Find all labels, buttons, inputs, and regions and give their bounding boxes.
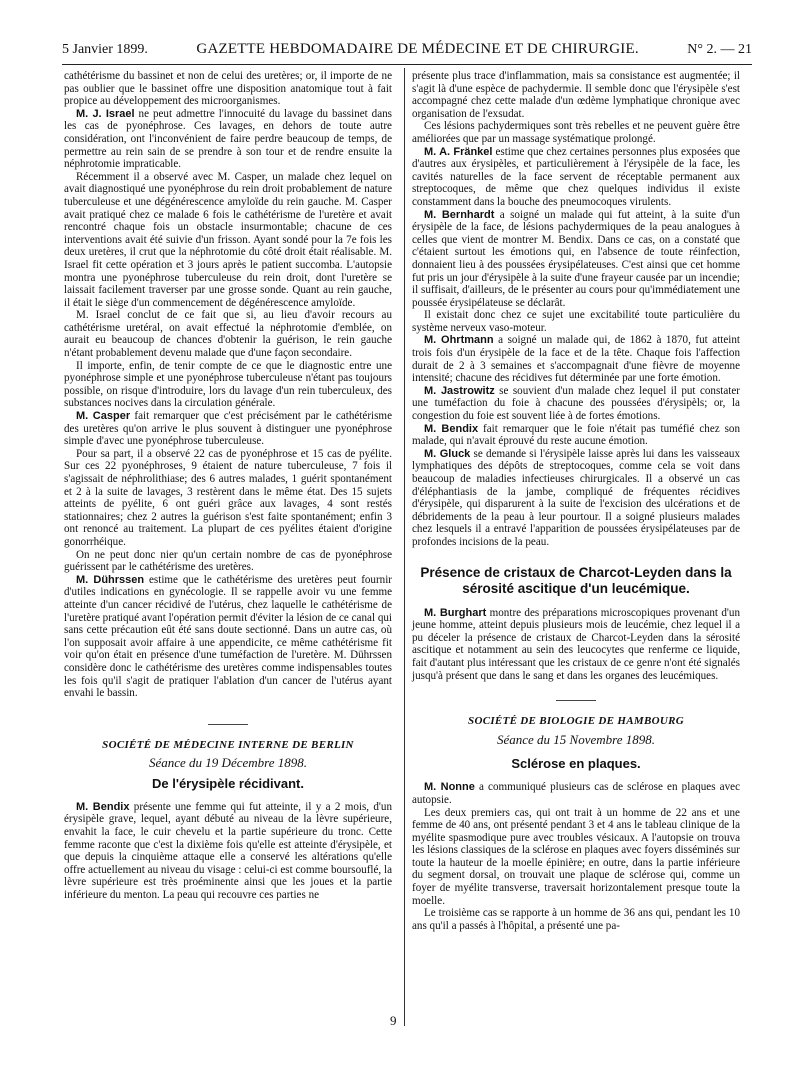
paragraph-text: ne peut admettre l'innocuité du lavage du bassinet dans les cas de pyonéphrose. Ces lavages, en dehors de toute autre considération, ont l'inconvénient de faire perdre beaucoup de temps, de permettre au rein sain de se prendre à son tour et de rendre ensuite la néphrotomie impraticable. <box>64 107 392 171</box>
section-heading: De l'érysipèle récidivant. <box>152 775 304 791</box>
paragraph <box>412 334 740 384</box>
paragraph <box>412 209 740 310</box>
speaker-name: M. A. Fränkel <box>424 145 493 158</box>
paragraph: Pour sa part, il a observé 22 cas de pyonéphrose et 15 cas de pyélite. Sur ces 22 pyonéphroses, 9 étaient de nature tuberculeuse, 7 fois il s'agissait de néphrolithiase; des 6 autres malades, 1 guérit spontanément et 2 à la suite de lavages, 3 restèrent dans le même état. Des 15 sujets atteints de pyélite, 6 ont guéri grâce aux lavages, 4 sont restés stationnaires; chez 2 autres la guérison s'est faite spontanément; enfin 3 ont renoncé au traitement. La plupart de ces pyélites étaient d'origine gonorrhéique. <box>64 447 392 548</box>
speaker-name: M. J. Israel <box>76 107 135 120</box>
paragraph <box>412 607 740 683</box>
paragraph <box>64 801 392 902</box>
speaker-name: M. Bendix <box>424 422 479 435</box>
paragraph-text: a soigné un malade qui fut atteint, à la suite d'un érysipèle de la face, de lésions pachydermiques de la peau analogues à celles que vient de montrer M. Bendix. Dans ce cas, on a constaté que c'étaient surtout les émotions qui, en l'absence de toute réinfection, donnaient lieu à des poussées érysipélateuses. C'est ainsi que cet homme fut pris un jour d'érysipèle à la suite d'une frayeur causée par un incendie; il suffisait, d'ailleurs, de le présenter au cours pour qu'immédiatement une poussée érysipélateuse se déclarât. <box>412 208 740 309</box>
paragraph-text: fait remarquer que le foie n'était pas tuméfié chez son malade, qui n'avait éprouvé du reste aucune émotion. <box>412 422 741 448</box>
speaker-name: M. Dührssen <box>76 573 145 586</box>
paragraph-text: se demande si l'érysipèle laisse après lui dans les vaisseaux lymphatiques des dépôts de streptocoques, comme cela se voit dans beaucoup de maladies infectieuses chirurgicales. Il a observé un cas d'éléphantiasis de la jambe, compliqué de fréquentes récidives d'érysipèle, qui disparurent à la suite de l'excision des ulcérations et de débridements de la peau à leur pourtour. Il a soigné plusieurs malades chez lesquels il a entravé l'apparition de poussées érysipélateuses par de profondes incisions de la peau. <box>412 447 741 548</box>
paragraph: On ne peut donc nier qu'un certain nombre de cas de pyonéphrose guérissent par le cathétérisme des uretères. <box>64 548 392 574</box>
header-date: 5 Janvier 1899. <box>62 42 148 57</box>
speaker-name: M. Gluck <box>424 447 471 460</box>
society-name: SOCIÉTÉ DE BIOLOGIE DE HAMBOURG <box>468 715 684 728</box>
section-heading: Présence de cristaux de Charcot-Leyden dans la sérosité ascitique d'un leucémique. <box>420 564 732 596</box>
paragraph-text: a communiqué plusieurs cas de sclérose en plaques avec autopsie. <box>412 781 740 806</box>
speaker-name: M. Jastrowitz <box>424 384 495 397</box>
paragraph: Récemment il a observé avec M. Casper, un malade chez lequel on avait diagnostiqué une pyonéphrose du rein droit probablement de nature tuberculeuse et une dégénérescence amyloïde du rein gauche. M. Casper avait pratiqué chez ce malade 6 fois le cathétérisme de l'uretère et avait rencontré chaque fois un obstacle insurmontable; chacune de ces interventions avait été suivie d'un frisson. Ayant sondé pour la 7e fois les deux uretères, il crut que la néphrotomie du côté droit était réalisable. M. Israel fit cette opération et 3 jours après le patient succomba. L'autopsie montra une pyonéphrose tuberculeuse du rein droit, dont l'uretère se laissait facilement traverser par une grosse sonde. Quant au rein gauche, il était le siège d'un commencement de dégénérescence amyloïde. <box>64 170 392 309</box>
paragraph <box>64 108 392 171</box>
paragraph: présente plus trace d'inflammation, mais sa consistance est augmentée; il s'agit là d'une espèce de pachydermie. Il semble donc que l'érysipèle s'est accompagné chez cette malade d'un œdème lymphatique chronique avec organisation de l'exsudat. <box>412 70 740 120</box>
paragraph: Ces lésions pachydermiques sont très rebelles et ne peuvent guère être améliorées que par un massage systématique prolongé. <box>412 120 740 145</box>
paragraph <box>412 781 740 806</box>
paragraph <box>412 146 740 209</box>
paragraph <box>412 423 740 448</box>
paragraph-text: présente une femme qui fut atteinte, il y a 2 mois, d'un érysipèle grave, lequel, ayant débuté au niveau de la lèvre supérieure, envahit la face, le cuir chevelu et la partie supérieure du tronc. Cette femme raconte que c'est la dixième fois qu'elle est atteinte d'érysipèle, et que depuis la cinquième attaque elle a conservé les altérations qu'elle offre actuellement au niveau du visage : celui-ci est comme boursouflé, la lèvre supérieure est très proéminente ainsi que les joues et la partie inférieure du menton. La peau qui recouvre ces parties ne <box>64 800 392 902</box>
paragraph-text: fait remarquer que c'est précisément par le cathétérisme des uretères qu'on arrive le plus souvent à distinguer une pyonéphrose simple d'avec une pyonéphrose tuberculeuse. <box>64 410 392 448</box>
paragraph-text: estime que le cathétérisme des uretères peut fournir d'utiles indications en gynécologie. Il se rappelle avoir vu une femme atteinte d'un cancer récidivé de l'utérus, chez laquelle le cathétérisme de l'uretère pratiqué avant l'opération permit d'éviter la lésion de ce canal qui sans cette précaution eût été sans doute sectionné. Dans un autre cas, où l'on supposait avoir affaire à une appendicite, ce même cathétérisme fit voir qu'on était en présence d'une tuméfaction de l'uretère. M. Dührssen considère donc le cathétérisme des uretères comme indispensables toutes les fois qu'il s'agit de pratiquer l'ablation d'un cancer de l'utérus ayant envahi le bassin. <box>64 573 392 700</box>
paragraph-text: estime que chez certaines personnes plus exposées que d'autres aux érysipèles, et particulièrement à l'érysipèle de la face, les cavités naturelles de la face servent de réceptable permanent aux streptocoques, de même que chez quelques individus il existe constamment dans la bouche des pneumocoques virulents. <box>412 145 740 208</box>
section-separator <box>208 724 248 725</box>
session-date: Séance du 15 Novembre 1898. <box>496 731 655 747</box>
left-column <box>64 70 392 902</box>
paragraph: Les deux premiers cas, qui ont trait à un homme de 22 ans et une femme de 40 ans, ont présenté pendant 3 et 4 ans le tableau clinique de la myélite spasmodique pure avec troubles vésicaux. A l'autopsie on trouva les lésions classiques de la sclérose en plaques avec foyers disséminés sur toute la hauteur de la moelle épinière; en outre, dans la partie inférieure du segment dorsal, on trouvait une plaque de sclérose qui, comme un foyer de myélite transverse, traversait horizontalement presque toute la moelle. <box>412 806 740 907</box>
speaker-name: M. Nonne <box>424 781 475 794</box>
section-heading: Sclérose en plaques. <box>511 756 641 772</box>
column-divider <box>404 68 405 1026</box>
page-number: N° 2. — 21 <box>687 42 752 57</box>
paragraph: Il importe, enfin, de tenir compte de ce que le diagnostic entre une pyonéphrose simple et une pyonéphrose tuberculeuse n'étant pas toujours possible, on risque d'introduire, lors du lavage d'un rein tuberculeux, des substances nocives dans la circulation générale. <box>64 359 392 410</box>
paragraph-text: a soigné un malade qui, de 1862 à 1870, fut atteint trois fois d'un érysipèle de la face et de la tête. Chaque fois l'affection durait de 2 à 3 semaines et s'accompagnait d'une fièvre de moyenne intensité; chacune des récidives fut déterminée par une forte émotion. <box>412 334 740 385</box>
section-separator <box>556 700 596 701</box>
paragraph <box>412 385 740 423</box>
speaker-name: M. Ohrtmann <box>424 334 494 347</box>
paragraph: Le troisième cas se rapporte à un homme de 36 ans qui, pendant les 10 ans qu'il a passés à l'hôpital, a présenté une pa- <box>412 907 740 932</box>
paragraph <box>412 448 740 549</box>
paragraph: M. Israel conclut de ce fait que si, au lieu d'avoir recours au cathétérisme uretéral, on avait effectué la néphrotomie d'emblée, on aurait eu beaucoup de chances d'obtenir la guérison, le rein gauche n'étant probablement devenu malade que d'une façon secondaire. <box>64 309 392 360</box>
folio-number: 9 <box>390 1013 397 1028</box>
paragraph-text: montre des préparations microscopiques provenant d'un jeune homme, atteint depuis plusieurs mois de leucémie, chez lequel il a pu déceler la présence de cristaux de Charcot-Leyden dans la sérosité ascitique et notamment au sein des leucocytes que renferme ce liquide, fait d'autant plus intéressant que les cristaux de ce genre n'ont été signalés jusqu'à présent que dans le sang et dans les organes des leucémiques. <box>412 606 740 682</box>
header-rule <box>62 64 752 65</box>
paragraph-text: se souvient d'un malade chez lequel il put constater une tuméfaction du foie à chacune des poussées d'érysipèls; or, la congestion du foie est souvent liée à de fortes émotions. <box>412 384 740 423</box>
running-header <box>62 41 752 61</box>
speaker-name: M. Bendix <box>76 800 130 813</box>
session-date: Séance du 19 Décembre 1898. <box>149 755 307 771</box>
society-name: SOCIÉTÉ DE MÉDECINE INTERNE DE BERLIN <box>102 738 354 751</box>
paragraph <box>64 574 392 700</box>
paragraph <box>64 410 392 448</box>
paragraph: cathétérisme du bassinet et non de celui des uretères; or, il importe de ne pas oublier que le bassinet offre une disposition anatomique tout à fait propice au développement des microorganismes. <box>64 70 392 108</box>
right-column <box>412 70 740 932</box>
speaker-name: M. Bernhardt <box>424 208 495 221</box>
paragraph: Il existait donc chez ce sujet une excitabilité toute particulière du système nerveux vaso-moteur. <box>412 309 740 334</box>
journal-title: GAZETTE HEBDOMADAIRE DE MÉDECINE ET DE CHIRURGIE. <box>196 41 639 57</box>
speaker-name: M. Burghart <box>424 606 487 619</box>
speaker-name: M. Casper <box>76 410 131 423</box>
